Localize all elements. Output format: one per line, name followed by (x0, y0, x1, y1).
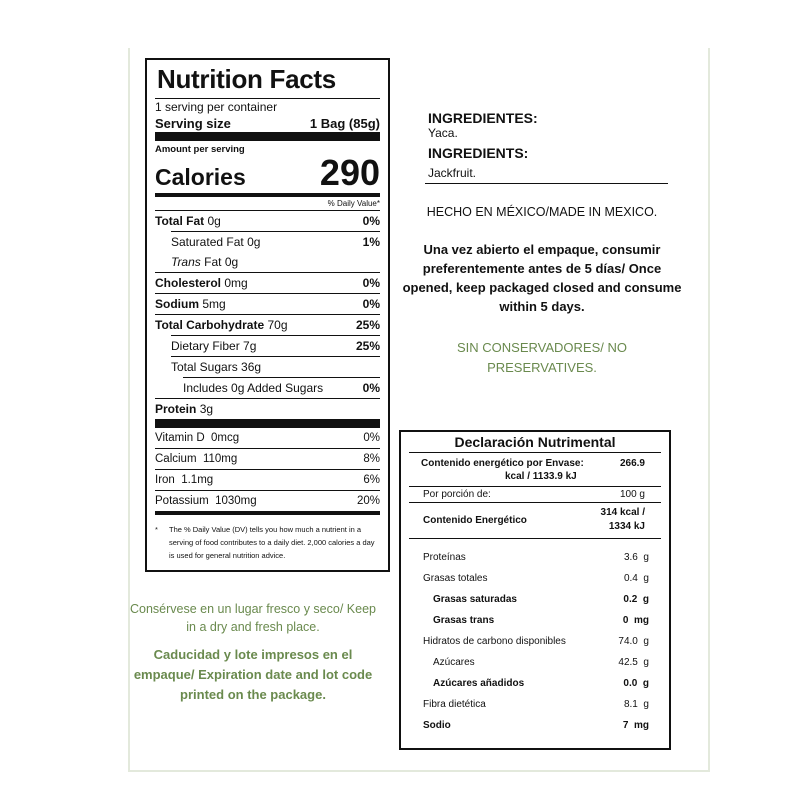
item-name: Azúcares (433, 657, 475, 668)
item-name: Sodio (423, 720, 451, 731)
item-name: Azúcares añadidos (433, 678, 525, 689)
list-item (409, 568, 661, 589)
vitamin-amount: 0mcg (211, 431, 240, 444)
nutrient-dv: 0% (362, 296, 380, 311)
vitamin-row (155, 490, 380, 511)
nutrient-amount: 36g (241, 359, 262, 374)
nutrient-name-suffix: Fat (204, 254, 222, 269)
footnote (155, 515, 380, 562)
nutrient-row (171, 356, 380, 377)
nutrient-amount: 70g (267, 317, 288, 332)
energy-label: Contenido energético por Envase: (421, 458, 584, 469)
item-value: 42.5 g (618, 657, 649, 668)
list-item (409, 694, 661, 715)
nutrient-amount: 0g Added Sugars (231, 380, 324, 395)
nutrient-name: Includes (183, 380, 228, 395)
nutrient-dv: 0% (362, 380, 380, 395)
nutrient-row (155, 398, 380, 419)
vitamin-dv: 6% (363, 473, 380, 486)
calories-label: Calories (155, 163, 246, 190)
list-item (409, 673, 661, 694)
nutrient-name: Cholesterol (155, 275, 222, 290)
storage-instructions: Consérvese en un lugar fresco y seco/ Keep in a dry and fresh place. (130, 602, 376, 634)
expiration-notice: Caducidad y lote impresos en el empaque/ Expiration date and lot code printed on the package. (133, 647, 373, 702)
serving-size-value: 1 Bag (85g) (309, 115, 380, 131)
footnote-star: * (155, 524, 158, 534)
nutrient-dv: 1% (362, 234, 380, 249)
nutrient-name: Total Carbohydrate (155, 317, 265, 332)
nutrient-name: Sodium (155, 296, 199, 311)
servings-per-container: 1 serving per container (155, 99, 278, 114)
item-value: 7 mg (622, 720, 649, 731)
vitamin-amount: 1.1mg (181, 473, 214, 486)
energy-value-units: kcal / 1133.9 kJ (505, 471, 577, 482)
vitamin-name: Iron (155, 473, 175, 486)
ingredients-es-heading: INGREDIENTES: (428, 110, 538, 126)
contenido-kcal: 314 kcal / (600, 507, 645, 518)
nutrient-row (155, 293, 380, 314)
nutrient-row (155, 314, 380, 335)
nutrient-dv: 25% (355, 338, 380, 353)
nutrient-name: Protein (155, 401, 197, 416)
nutrition-facts-panel (145, 58, 390, 572)
item-value: 3.6 g (623, 552, 649, 563)
nutrient-amount: 0mg (224, 275, 248, 290)
serving-size-label: Serving size (155, 115, 231, 131)
once-opened-notice: Una vez abierto el empaque, consumir preferentemente antes de 5 días/ Once opened, keep packaged closed and consume within 5 days. (402, 242, 682, 314)
nutrition-facts-title: Nutrition Facts (157, 64, 336, 94)
item-name: Grasas totales (423, 573, 488, 584)
item-name: Grasas saturadas (433, 594, 517, 605)
ingredients-en-heading: INGREDIENTS: (428, 145, 529, 161)
amount-per-serving: Amount per serving (155, 143, 245, 155)
no-preservatives: SIN CONSERVADORES/ NO PRESERVATIVES. (457, 340, 627, 375)
vitamin-row (155, 428, 380, 448)
energy-value: 266.9 (619, 458, 645, 469)
nutrient-name: Total Sugars (171, 359, 238, 374)
contenido-label: Contenido Energético (423, 514, 527, 526)
vitamin-row (155, 448, 380, 469)
item-value: 74.0 g (618, 636, 649, 647)
item-value: 0.2 g (623, 594, 649, 605)
vitamin-dv: 20% (356, 494, 380, 507)
nutrient-row (155, 272, 380, 293)
nutrient-row (183, 377, 380, 398)
ingredients-en-text: Jackfruit. (428, 166, 477, 180)
vitamin-dv: 0% (363, 431, 380, 444)
declaracion-title: Declaración Nutrimental (454, 434, 616, 450)
nutrient-row (171, 335, 380, 356)
contenido-kj: 1334 kJ (608, 521, 645, 532)
item-value: 0.4 g (623, 573, 649, 584)
por-porcion-label: Por porción de: (423, 489, 491, 500)
ingredients-divider (425, 183, 668, 184)
item-value: 8.1 g (623, 699, 649, 710)
vitamin-amount: 1030mg (215, 494, 257, 507)
calories-row (155, 153, 380, 193)
footnote-text: The % Daily Value (DV) tells you how much a nutrient in a serving of food contributes to a daily diet. 2,000 calories a day is used for general nutrition advice. (169, 524, 375, 560)
list-item (409, 610, 661, 631)
item-value: 0 mg (622, 615, 649, 626)
daily-value-header: % Daily Value* (327, 198, 380, 208)
nutrient-name: Trans (171, 254, 201, 269)
contenido-energetico-row (409, 502, 661, 539)
list-item (409, 547, 661, 568)
nutrient-row (171, 231, 380, 252)
nutrient-amount: 0g (247, 234, 261, 249)
nutrient-name: Saturated Fat (171, 234, 244, 249)
item-value: 0.0 g (623, 678, 649, 689)
item-name: Grasas trans (433, 615, 495, 626)
por-porcion-row (409, 486, 661, 502)
serving-size-row (155, 115, 380, 132)
vitamin-name: Vitamin D (155, 431, 205, 444)
nutrient-amount: 0g (207, 213, 221, 228)
list-item (409, 652, 661, 673)
item-name: Proteínas (423, 552, 466, 563)
vitamin-row (155, 469, 380, 490)
nutrient-dv: 0% (362, 275, 380, 290)
vitamin-amount: 110mg (202, 452, 238, 465)
list-item (409, 631, 661, 652)
nutrient-amount: 7g (243, 338, 257, 353)
vitamin-dv: 8% (363, 452, 380, 465)
declaracion-list (409, 539, 661, 736)
list-item (409, 589, 661, 610)
nutrient-amount: 5mg (202, 296, 226, 311)
nutrient-amount: 0g (224, 254, 239, 269)
ingredients-es-text: Yaca. (428, 126, 458, 140)
vitamin-name: Calcium (155, 452, 197, 465)
nutrient-dv: 0% (362, 213, 380, 228)
nutrient-row (155, 210, 380, 231)
declaracion-nutrimental-panel (399, 430, 671, 750)
nutrient-name: Dietary Fiber (171, 338, 240, 353)
nutrient-amount: 3g (199, 401, 214, 416)
nutrient-name: Total Fat (155, 213, 205, 228)
made-in-mexico: HECHO EN MÉXICO/MADE IN MEXICO. (426, 205, 658, 219)
item-name: Hidratos de carbono disponibles (423, 636, 566, 647)
item-name: Fibra dietética (423, 699, 486, 710)
vitamin-name: Potassium (155, 494, 209, 507)
por-porcion-value: 100 g (619, 489, 645, 500)
calories-value: 290 (319, 151, 380, 193)
nutrient-row (171, 252, 380, 272)
list-item (409, 715, 661, 736)
energy-per-package (409, 452, 661, 486)
nutrient-dv: 25% (355, 317, 380, 332)
